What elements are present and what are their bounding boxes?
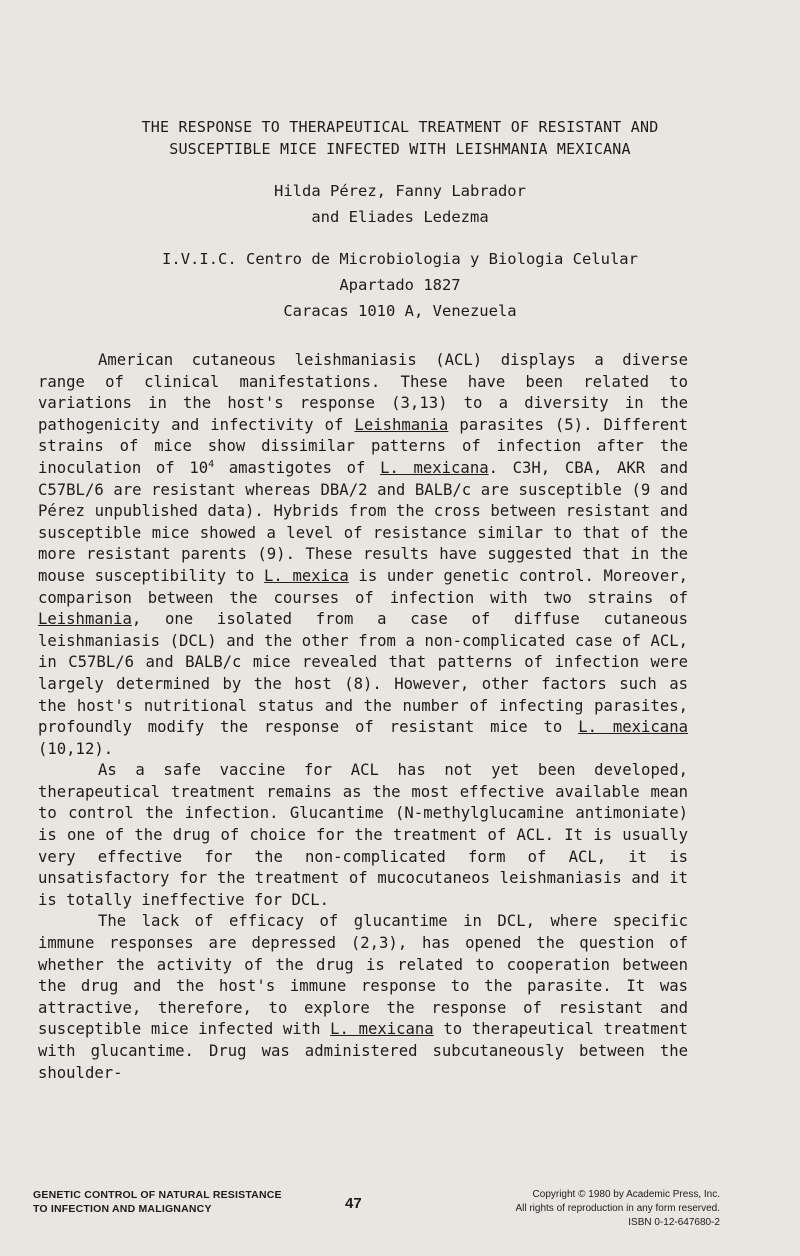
authors-line-2: and Eliades Ledezma [311,208,489,226]
body-text [38,350,688,1084]
book-series-footer [33,1188,323,1216]
p1-text-l: (10,12). [38,739,114,758]
affiliation-line-3: Caracas 1010 A, Venezuela [283,302,517,320]
p1-exponent: 4 [208,458,215,470]
rights-line: All rights of reproduction in any form reserved. [515,1203,720,1214]
paragraph-2: As a safe vaccine for ACL has not yet been developed, therapeutical treatment remains as the most effective available mean to control the infection. Glucantime (N-methylglucamine antimoniate) is one of the drug of choice for the treatment of ACL. It is usually very effective for the non-complicated form of ACL, it is unsatisfactory for the treatment of mucocutaneos leishmaniasis and it is totally ineffective for DCL. [38,761,688,909]
paragraph-1 [38,350,688,760]
p1-species-l-mexicana-2: L. mexicana [578,718,688,737]
title-line-1: THE RESPONSE TO THERAPEUTICAL TREATMENT OF RESISTANT AND [141,118,659,136]
author-list [40,178,760,230]
p1-genus-leishmania-2: Leishmania [38,610,132,629]
paragraph-3 [38,911,688,1084]
footer-left-line-2: TO INFECTION AND MALIGNANCY [33,1203,212,1215]
p1-text-f: . C3H, CBA, AKR and C57BL/6 are resistant whereas DBA/2 and BALB/c are susceptible (9 and Pérez unpublished data). Hybrids from the cross between resistant and susceptible mice showed a level of resistance similar to that of the more resistant parents (9). These results have suggested that in the mouse susceptibility to [38,458,688,585]
page-number: 47 [345,1195,362,1212]
copyright-notice [470,1188,720,1230]
p3-species-l-mexicana: L. mexicana [330,1020,434,1039]
p1-text-j: , one isolated from a case of diffuse cutaneous leishmaniasis (DCL) and the other from a non-complicated case of ACL, in C57BL/6 and BALB/c mice revealed that patterns of infection were largely determined by the host (8). However, other factors such as the host's nutritional status and the number of infecting parasites, profoundly modify the response of resistant mice to [38,610,688,737]
affiliation-line-1: I.V.I.C. Centro de Microbiologia y Biologia Celular [162,250,638,268]
p1-species-l-mexica: L. mexica [264,566,349,585]
affiliation [40,246,760,324]
p1-text-h: is under genetic control. Moreover, comparison between the courses of infection with two strains of [38,566,688,607]
p3-text-c: to therapeutical treatment with glucantime. Drug was administered subcutaneously between the shoulder- [38,1020,688,1082]
p1-text-c: parasites (5). Different strains of mice show dissimilar patterns of infection after the inoculation of 10 [38,415,688,477]
authors-line-1: Hilda Pérez, Fanny Labrador [274,182,526,200]
affiliation-line-2: Apartado 1827 [339,276,461,294]
p1-text-a: American cutaneous leishmaniasis (ACL) displays a diverse range of clinical manifestations. These have been related to variations in the host's response (3,13) to a diversity in the pathogenicity and infectivity of [38,351,688,434]
footer-left-line-1: GENETIC CONTROL OF NATURAL RESISTANCE [33,1189,282,1201]
isbn-line: ISBN 0-12-647680-2 [628,1217,720,1228]
p1-genus-leishmania: Leishmania [354,415,449,434]
p3-text-a: The lack of efficacy of glucantime in DCL, where specific immune responses are depressed (2,3), has opened the question of whether the activity of the drug is related to cooperation between the drug and the host's immune response to the parasite. It was attractive, therefore, to explore the response of resistant and susceptible mice infected with [38,912,688,1039]
title-line-2: SUSCEPTIBLE MICE INFECTED WITH LEISHMANIA MEXICANA [169,140,631,158]
p1-species-l-mexicana: L. mexicana [380,458,489,477]
copyright-line: Copyright © 1980 by Academic Press, Inc. [532,1189,720,1200]
paper-title [40,116,760,160]
p1-text-d: amastigotes of [214,458,381,477]
